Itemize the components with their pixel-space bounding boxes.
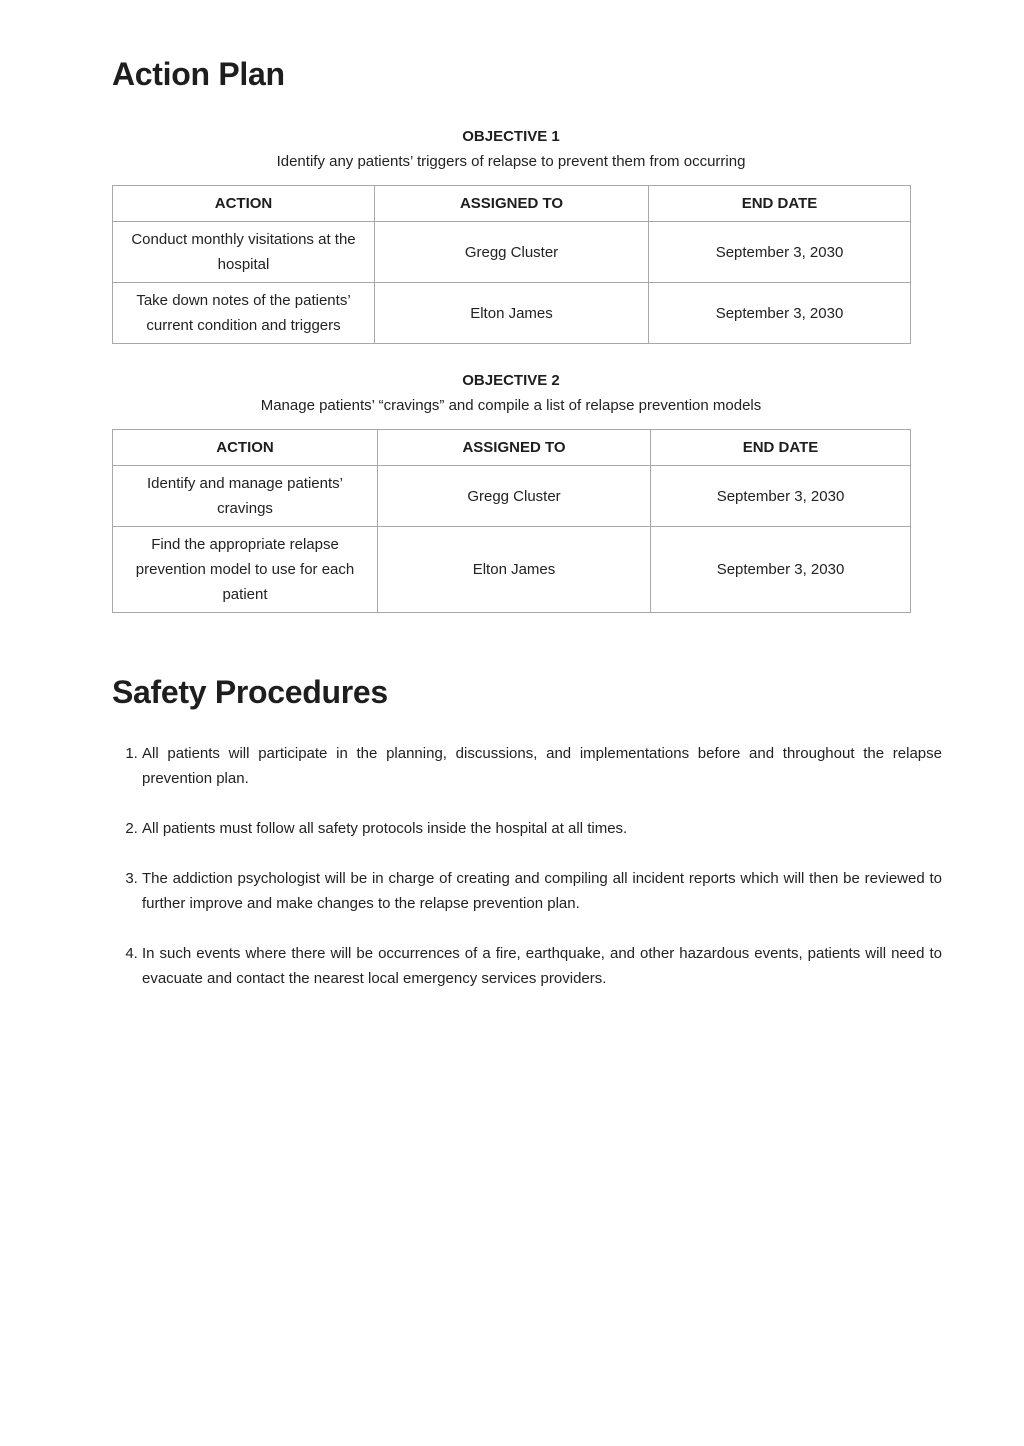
- safety-procedures-list: [112, 741, 942, 1016]
- list-item: 4. In such events where there will be occurrences of a fire, earthquake, and other hazardous events, patients will need to evacuate and contact the nearest local emergency services providers.: [142, 941, 942, 991]
- list-item: 3. The addiction psychologist will be in charge of creating and compiling all incident reports which will then be reviewed to further improve and make changes to the relapse prevention plan.: [142, 866, 942, 916]
- action-cell: Identify and manage patients’ cravings: [113, 466, 378, 527]
- objective-1-table: [112, 185, 911, 344]
- end-date-cell: September 3, 2030: [651, 527, 911, 613]
- column-header-end-date: END DATE: [649, 186, 911, 222]
- list-item: 2. All patients must follow all safety protocols inside the hospital at all times.: [142, 816, 942, 841]
- objective-1-header: [112, 124, 910, 174]
- column-header-assigned-to: ASSIGNED TO: [378, 430, 651, 466]
- assigned-to-cell: Gregg Cluster: [375, 222, 649, 283]
- table-header-row: [113, 186, 911, 222]
- assigned-to-cell: Elton James: [375, 283, 649, 344]
- column-header-action: ACTION: [113, 186, 375, 222]
- objective-1-description: Identify any patients’ triggers of relapse to prevent them from occurring: [276, 153, 746, 170]
- action-cell: Find the appropriate relapse prevention model to use for each patient: [113, 527, 378, 613]
- table-row: [113, 283, 911, 344]
- safety-procedures-heading: Safety Procedures: [112, 674, 388, 710]
- table-row: [113, 466, 911, 527]
- objective-2-table: [112, 429, 911, 613]
- column-header-end-date: END DATE: [651, 430, 911, 466]
- objective-2-header: [112, 368, 910, 418]
- end-date-cell: September 3, 2030: [649, 283, 911, 344]
- table-row: [113, 527, 911, 613]
- objective-2-description: Manage patients’ “cravings” and compile a list of relapse prevention models: [260, 397, 762, 414]
- column-header-assigned-to: ASSIGNED TO: [375, 186, 649, 222]
- table-row: [113, 222, 911, 283]
- assigned-to-cell: Gregg Cluster: [378, 466, 651, 527]
- assigned-to-cell: Elton James: [378, 527, 651, 613]
- table-header-row: [113, 430, 911, 466]
- objective-2-title: OBJECTIVE 2: [462, 372, 560, 389]
- list-item: 1. All patients will participate in the planning, discussions, and implementations before and throughout the relapse prevention plan.: [142, 741, 942, 791]
- column-header-action: ACTION: [113, 430, 378, 466]
- action-cell: Take down notes of the patients’ current condition and triggers: [113, 283, 375, 344]
- action-cell: Conduct monthly visitations at the hospital: [113, 222, 375, 283]
- end-date-cell: September 3, 2030: [649, 222, 911, 283]
- end-date-cell: September 3, 2030: [651, 466, 911, 527]
- objective-1-title: OBJECTIVE 1: [462, 128, 560, 145]
- action-plan-heading: Action Plan: [112, 56, 285, 92]
